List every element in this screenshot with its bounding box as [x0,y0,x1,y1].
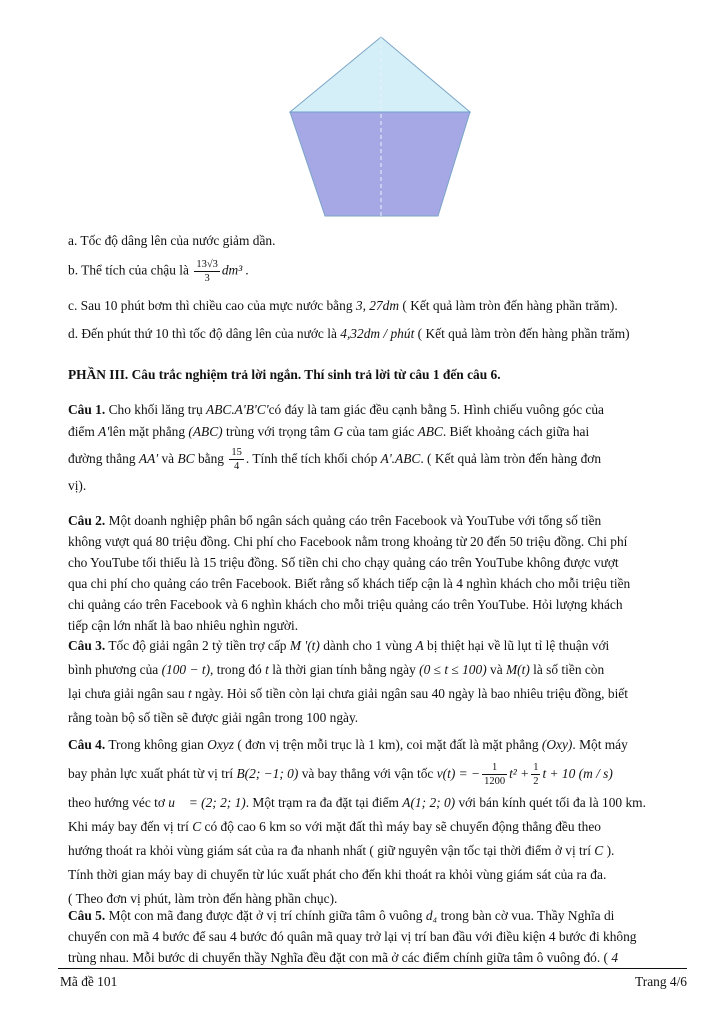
choice-a: a. Tốc độ dâng lên của nước giảm dần. [68,233,276,248]
question-4: Câu 4. Trong không gian Oxyz ( đơn vị trện mỗi trục là 1 km), coi mặt đất là mặt phẳng (Oxy). Một máy bay phản lực xuất phát từ vị trí B(2; −1; 0) và bay thẳng với vận tốc v(t) = − $\frac{1}{1200}$ t² + $\frac{1}{2}$ t + 10 (m / s) theo hướng véc tơ u⃗ = (2; 2; 1). Một trạm ra đa đặt tại điểm A(1; 2; 0) với bán kính quét tối đa là 100 km. Khi máy bay đến vị trí C có độ cao 6 km so với mặt đất thì máy bay sẽ chuyển động thẳng đều theo hướng thoát ra khỏi vùng giám sát của ra đa nhanh nhất ( giữ nguyên vận tốc tại thời điểm ở vị trí C ). Tính thời gian máy bay di chuyển từ lúc xuất phát cho đến khi thoát ra khỏi vùng giám sát của ra đa. ( Theo đơn vị phút, làm tròn đến hàng phần chục). [68,737,646,906]
basin-air-region [290,37,470,112]
choice-d: d. Đến phút thứ 10 thì tốc độ dâng lên của nước là 4,32dm / phút ( Kết quả làm tròn đến hàng phần trăm) [68,326,630,341]
page-number: Trang 4/6 [635,974,687,989]
basin-water-region [290,112,470,216]
question-3: Câu 3. Tốc độ giải ngân 2 tỷ tiền trợ cấp M '(t) dành cho 1 vùng A bị thiệt hại về lũ lụt tỉ lệ thuận với bình phương của (100 − t), trong đó t là thời gian tính bằng ngày (0 ≤ t ≤ 100) và M(t) là số tiền còn lại chưa giải ngân sau t ngày. Hỏi số tiền còn lại chưa giải ngân sau 40 ngày là bao nhiêu triệu đồng, biết rằng toàn bộ số tiền sẽ được giải ngân trong 100 ngày. [68,638,628,725]
distance-fraction: $\frac{15}{4}$ [231,447,242,473]
velocity-fraction-1: $\frac{1}{1200}$ [484,762,506,788]
page-footer [58,968,687,989]
choice-c: c. Sau 10 phút bơm thì chiều cao của mực nước bằng 3, 27dm ( Kết quả làm tròn đến hàng phần trăm). [68,298,618,313]
question-5: Câu 5. Một con mã đang được đặt ở vị trí chính giữa tâm ô vuông d₄ trong bàn cờ vua. Thầy Nghĩa di chuyển con mã 4 bước để sau 4 bước đó quân mã quay trở lại vị trí ban đầu với điều kiện 4 bước đi không trùng nhau. Mỗi bước di chuyển thầy Nghĩa đều đặt con mã ở các điểm chính giữa tâm ô vuông đó. ( 4 [68,908,637,965]
part3-heading: PHẦN III. Câu trắc nghiệm trả lời ngắn. Thí sinh trả lời từ câu 1 đến câu 6. [68,367,501,382]
question-1: Câu 1. Cho khối lăng trụ ABC.A'B'C'có đáy là tam giác đều cạnh bằng 5. Hình chiếu vuông góc của điểm A'lên mặt phẳng (ABC) trùng với trọng tâm G của tam giác ABC. Biết khoảng cách giữa hai đường thẳng AA' và BC bằng $\frac{15}{4}$ . Tính thể tích khối chóp A'.ABC. ( Kết quả làm tròn đến hàng đơn vị). [68,402,604,493]
pentagonal-basin-figure [0,0,725,225]
volume-fraction: $\frac{13√3}{3}$ [196,259,218,284]
question-2: Câu 2. Một doanh nghiệp phân bổ ngân sách quảng cáo trên Facebook và YouTube với tổng số tiền không vượt quá 80 triệu đồng. Chi phí cho Facebook nằm trong khoảng từ 20 đến 50 triệu đồng. Chi phí cho YouTube tối thiểu là 15 triệu đồng. Số tiền chi cho chạy quảng cáo trên YouTube không được vượt qua chi phí cho quảng cáo trên Facebook. Biết rằng số khách tiếp cận là 4 nghìn khách cho mỗi triệu tiền chi quảng cáo trên Facebook và 6 nghìn khách cho mỗi triệu quảng cáo trên YouTube. Hỏi lượng khách tiếp cận lớn nhất là bao nhiêu nghìn người. [68,513,631,633]
choice-b: b. Thể tích của chậu là $\frac{13√3}{3}$ dm³ . [68,259,249,284]
velocity-fraction-2: $\frac{1}{2}$ [533,762,539,788]
exam-code: Mã đề 101 [60,974,118,989]
